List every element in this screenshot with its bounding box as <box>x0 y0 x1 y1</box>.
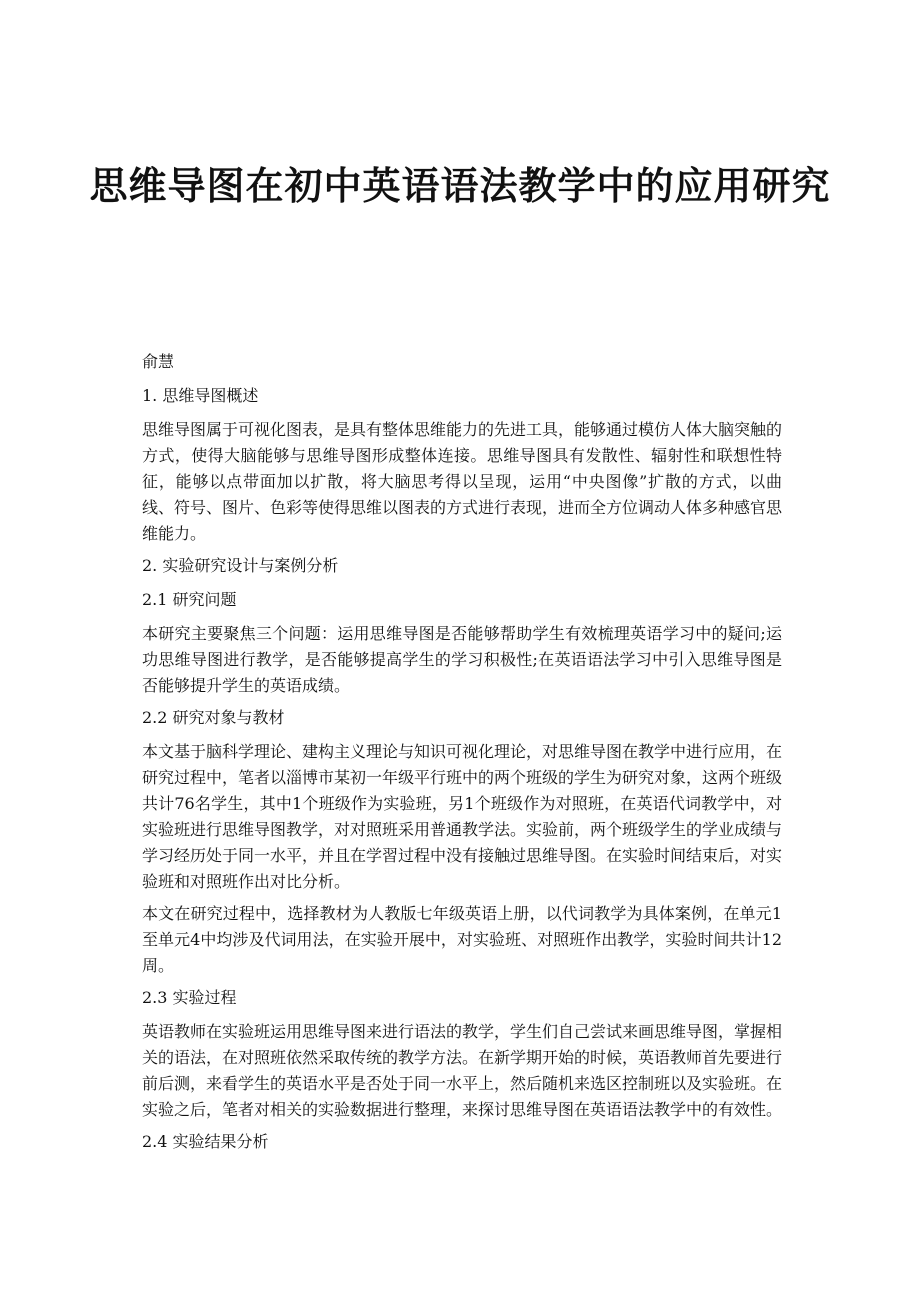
section-heading-2-3: 2.3 实验过程 <box>142 988 237 1007</box>
section-heading-2-4: 2.4 实验结果分析 <box>142 1132 269 1151</box>
section-heading-2-2: 2.2 研究对象与教材 <box>142 708 285 727</box>
paragraph-2-3: 英语教师在实验班运用思维导图来进行语法的教学，学生们自己尝试来画思维导图，掌握相关的语法，在对照班依然采取传统的教学方法。在新学期开始的时候，英语教师首先要进行前后测，来看学生的英语水平是否处于同一水平上，然后随机来选区控制班以及实验班。在实验之后，笔者对相关的实验数据进行整理，来探讨思维导图在英语语法教学中的有效性。 <box>142 1022 783 1119</box>
paragraph-2-1: 本研究主要聚焦三个问题：运用思维导图是否能够帮助学生有效梳理英语学习中的疑问;运功思维导图进行教学，是否能够提高学生的学习积极性;在英语语法学习中引入思维导图是否能够提升学生的英语成绩。 <box>142 624 782 695</box>
paragraph-1-1: 思维导图属于可视化图表，是具有整体思维能力的先进工具，能够通过模仿人体大脑突触的方式，使得大脑能够与思维导图形成整体连接。思维导图具有发散性、辐射性和联想性特征，能够以点带面加以扩散，将大脑思考得以呈现，运用“中央图像”扩散的方式，以曲线、符号、图片、色彩等使得思维以图表的方式进行表现，进而全方位调动人体多种感官思维能力。 <box>142 420 783 543</box>
paragraph-2-2-a: 本文基于脑科学理论、建构主义理论与知识可视化理论，对思维导图在教学中进行应用，在研究过程中，笔者以淄博市某初一年级平行班中的两个班级的学生为研究对象，这两个班级共计76名学生，其中1个班级作为实验班，另1个班级作为对照班，在英语代词教学中，对实验班进行思维导图教学，对对照班采用普通教学法。实验前，两个班级学生的学业成绩与学习经历处于同一水平，并且在学習过程中没有接触过思维导图。在实验时间结束后，对实验班和对照班作出对比分析。 <box>142 742 783 891</box>
section-heading-2: 2. 实验研究设计与案例分析 <box>142 556 339 575</box>
section-heading-1: 1. 思维导图概述 <box>142 386 259 405</box>
section-heading-2-1: 2.1 研究问题 <box>142 590 237 609</box>
paragraph-2-2-b: 本文在研究过程中，选择教材为人教版七年级英语上册，以代词教学为具体案例，在单元1至单元4中均涉及代词用法，在实验开展中，对实验班、对照班作出教学，实验时间共计12周。 <box>142 904 782 975</box>
author-name: 俞慧 <box>142 352 175 371</box>
document-title: 思维导图在初中英语语法教学中的应用研究 <box>89 163 831 208</box>
document-body <box>142 349 782 1163</box>
